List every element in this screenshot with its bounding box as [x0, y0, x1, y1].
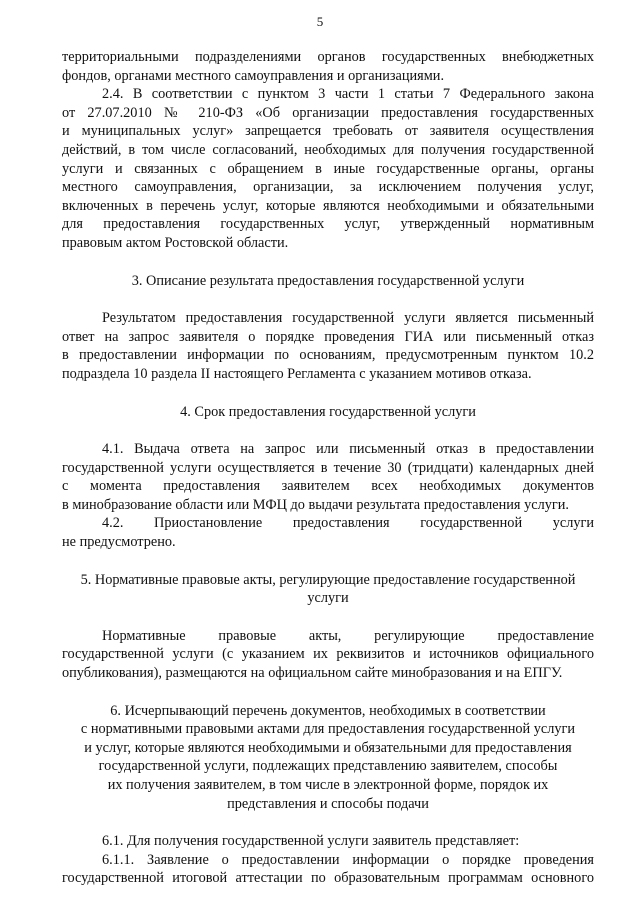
document-body [62, 48, 594, 888]
text-line: государственной услуги (с указанием их реквизитов и источников официального [62, 646, 594, 663]
text-line: включенных в перечень услуг, которые являются необходимыми и обязательными [62, 197, 594, 214]
section-heading-6-line6: представления и способы подачи [227, 795, 429, 812]
text-line: фондов, органами местного самоуправления и организациями. [62, 67, 445, 84]
text-line: подраздела 10 раздела II настоящего Регламента с указанием мотивов отказа. [62, 365, 532, 382]
text-line: 4.1. Выдача ответа на запрос или письменный отказ в предоставлении [102, 441, 594, 458]
text-line: для предоставления государственных услуг, утвержденный нормативным [62, 216, 594, 233]
text-line: ответ на запрос заявителя о порядке проведения ГИА или письменный отказ [62, 328, 594, 345]
text-line: не предусмотрено. [62, 534, 176, 551]
text-line: территориальными подразделениями органов государственных внебюджетных [62, 49, 594, 65]
section-heading-3: 3. Описание результата предоставления государственной услуги [131, 272, 525, 289]
section-heading-6-line3: и услуг, которые являются необходимыми и обязательными для предоставления [84, 739, 572, 756]
text-line: действий, в том числе согласований, необходимых для получения государственной [62, 141, 594, 158]
text-line: опубликования), размещаются на официальном сайте минобразования и на ЕПГУ. [62, 665, 563, 682]
section-heading-6-line4: государственной услуги, подлежащих представлению заявителем, способы [98, 758, 558, 775]
section-heading-6-line1: 6. Исчерпывающий перечень документов, необходимых в соответствии [110, 702, 546, 719]
text-line: Нормативные правовые акты, регулирующие предоставление [102, 627, 594, 644]
text-line: государственной итоговой аттестации по образовательным программам основного [62, 870, 594, 887]
text-line: местного самоуправления, организации, за исключением получения услуг, [62, 179, 594, 196]
text-line: в предоставлении информации по основаниям, предусмотренным пунктом 10.2 [62, 347, 594, 364]
text-line: и муниципальных услуг» запрещается требовать от заявителя осуществления [62, 123, 594, 140]
text-line: Результатом предоставления государственной услуги является письменный [102, 310, 594, 327]
text-line: 6.1. Для получения государственной услуги заявитель представляет: [102, 833, 520, 850]
text-line: правовым актом Ростовской области. [62, 234, 289, 251]
text-line: в минобразование области или МФЦ до выдачи результата предоставления услуги. [62, 496, 569, 513]
section-heading-5-line2: услуги [307, 590, 349, 607]
section-heading-5-line1: 5. Нормативные правовые акты, регулирующие предоставление государственной [80, 571, 576, 588]
page-number: 5 [316, 14, 324, 29]
text-line: с момента предоставления заявителем всех необходимых документов [62, 478, 594, 495]
section-heading-4: 4. Срок предоставления государственной услуги [180, 403, 476, 420]
text-line: 6.1.1. Заявление о предоставлении информации о порядке проведения [102, 851, 594, 868]
text-line: 2.4. В соответствии с пунктом 3 части 1 статьи 7 Федерального закона [102, 86, 594, 103]
text-line: услуги и связанных с обращением в иные государственные органы, органы [62, 160, 594, 177]
text-line: государственной услуги осуществляется в течение 30 (тридцати) календарных дней [62, 459, 594, 476]
section-heading-6-line2: с нормативными правовыми актами для предоставления государственной услуги [80, 721, 576, 738]
text-line: от 27.07.2010 № 210-ФЗ «Об организации предоставления государственных [62, 104, 594, 121]
text-line: 4.2. Приостановление предоставления государственной услуги [102, 515, 594, 532]
section-heading-6-line5: их получения заявителем, в том числе в электронной форме, порядок их [107, 777, 549, 793]
